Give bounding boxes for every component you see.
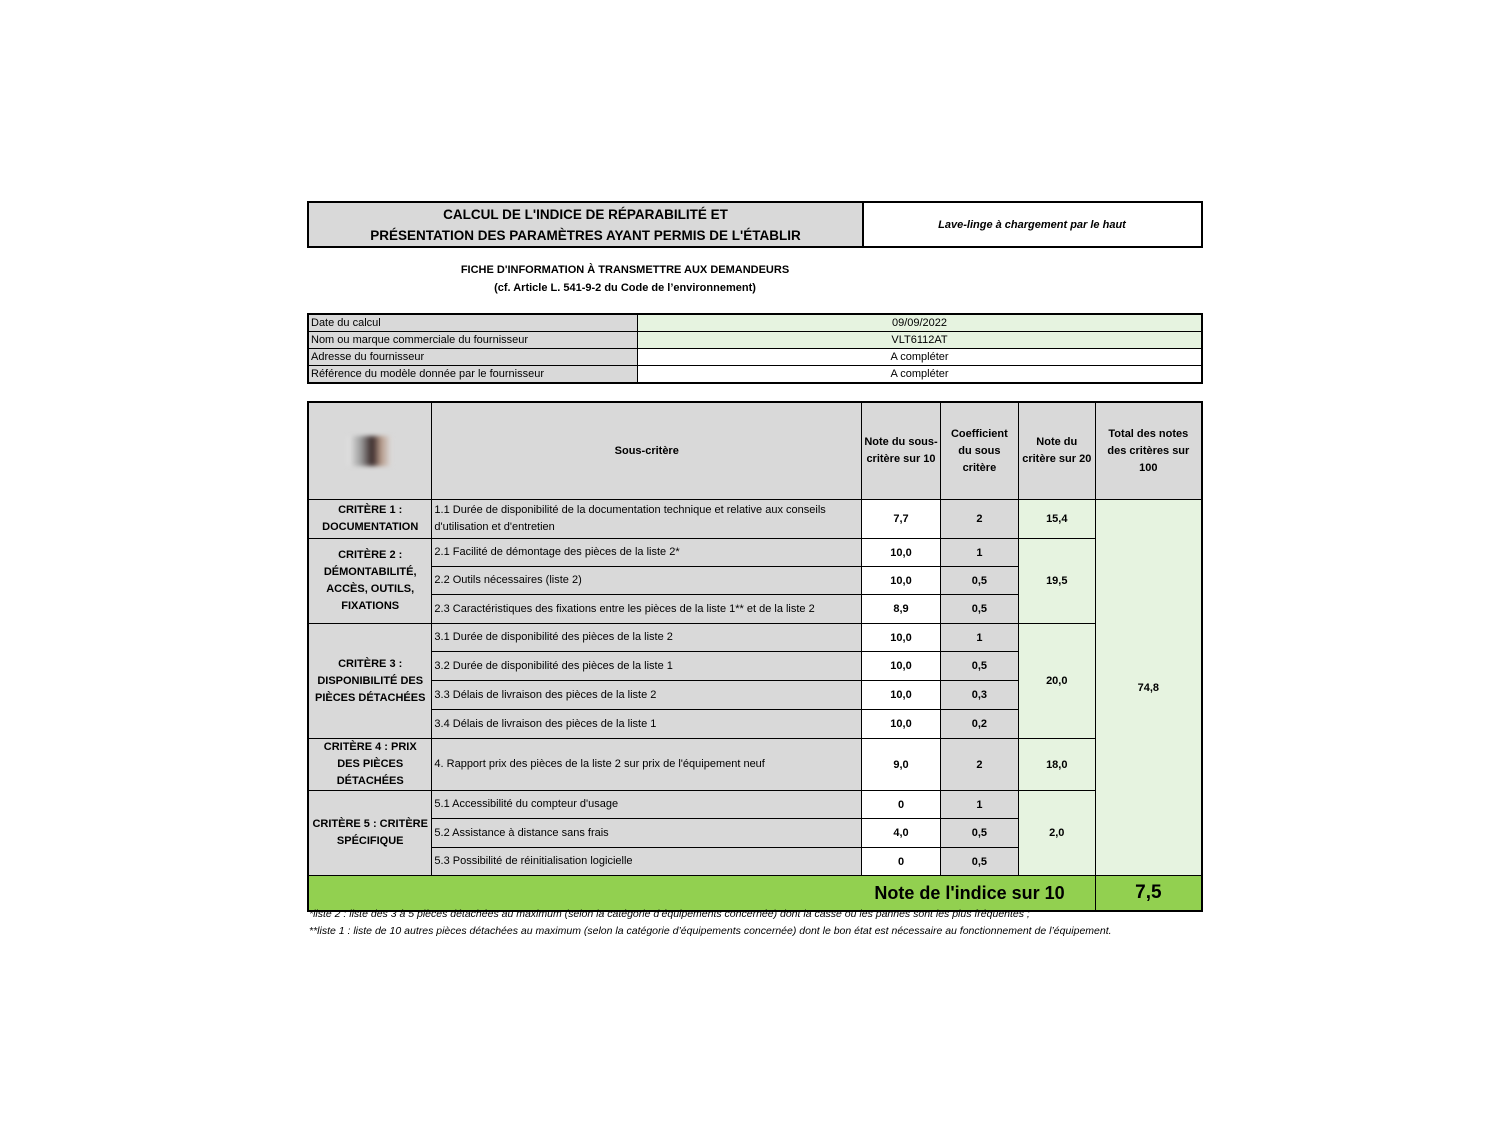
sub-note: 10,0	[862, 681, 941, 710]
sub-coef: 0,2	[940, 710, 1018, 739]
sub-coef: 2	[940, 500, 1018, 539]
sub-note: 10,0	[862, 567, 941, 595]
sub-coef: 0,5	[940, 652, 1018, 681]
info-row-date	[308, 314, 1202, 332]
sub-note: 10,0	[862, 652, 941, 681]
table-row	[308, 624, 1202, 652]
sub-note: 4,0	[862, 819, 941, 848]
criterion-4-note: 18,0	[1018, 739, 1095, 791]
footnote-liste-1: **liste 1 : liste de 10 autres pièces détachées au maximum (selon la catégorie d’équipements concernée) dont le bon état est nécessaire au fonctionnement de l’équipement.	[309, 925, 1112, 937]
info-row-reference	[308, 366, 1202, 384]
col-coef: Coefficient du sous critère	[940, 402, 1018, 500]
sub-note: 0	[862, 791, 941, 819]
fiche-line-2: (cf. Article L. 541-9-2 du Code de l’environnement)	[494, 282, 756, 294]
sub-criterion: 3.3 Délais de livraison des pièces de la liste 2	[432, 681, 862, 710]
sub-criterion: 3.4 Délais de livraison des pièces de la liste 1	[432, 710, 862, 739]
info-row-address	[308, 349, 1202, 366]
criterion-3-note: 20,0	[1018, 624, 1095, 739]
sub-coef: 2	[940, 739, 1018, 791]
footnote-liste-2: *liste 2 : liste des 3 à 5 pièces détachées au maximum (selon la catégorie d’équipements concernée) dont la casse ou les pannes sont les plus fréquentes ;	[309, 908, 1030, 920]
sub-criterion: 5.3 Possibilité de réinitialisation logicielle	[432, 848, 862, 876]
criterion-4: CRITÈRE 4 : PRIX DES PIÈCES DÉTACHÉES	[308, 739, 432, 791]
info-value: 09/09/2022	[638, 314, 1203, 332]
info-value: VLT6112AT	[638, 332, 1203, 349]
sub-note: 8,9	[862, 595, 941, 624]
sub-note: 10,0	[862, 539, 941, 567]
table-row	[308, 791, 1202, 819]
table-row	[308, 739, 1202, 791]
sub-coef: 0,5	[940, 819, 1018, 848]
info-table	[307, 313, 1203, 384]
col-sous-critere: Sous-critère	[432, 402, 862, 500]
critere-blurred-icon	[348, 436, 392, 466]
table-row	[308, 500, 1202, 539]
criterion-5: CRITÈRE 5 : CRITÈRE SPÉCIFIQUE	[308, 791, 432, 876]
sub-note: 7,7	[862, 500, 941, 539]
document-title	[307, 201, 864, 248]
criterion-1-note: 15,4	[1018, 500, 1095, 539]
info-value: A compléter	[638, 349, 1203, 366]
sub-coef: 1	[940, 791, 1018, 819]
score-table	[307, 401, 1203, 912]
sub-criterion: 2.3 Caractéristiques des fixations entre les pièces de la liste 1** et de la liste 2	[432, 595, 862, 624]
sub-coef: 0,5	[940, 567, 1018, 595]
criterion-2: CRITÈRE 2 : DÉMONTABILITÉ, ACCÈS, OUTILS, FIXATIONS	[308, 539, 432, 624]
sub-criterion: 3.1 Durée de disponibilité des pièces de la liste 2	[432, 624, 862, 652]
sub-criterion: 1.1 Durée de disponibilité de la documentation technique et relative aux conseils d'utilisation et d'entretien	[432, 500, 862, 539]
sub-coef: 0,5	[940, 848, 1018, 876]
col-note-critere: Note du critère sur 20	[1018, 402, 1095, 500]
col-total: Total des notes des critères sur 100	[1095, 402, 1202, 500]
col-critere	[308, 402, 432, 500]
info-label: Adresse du fournisseur	[308, 349, 638, 366]
fiche-line-1: FICHE D'INFORMATION À TRANSMETTRE AUX DEMANDEURS	[460, 264, 790, 276]
sub-criterion: 2.2 Outils nécessaires (liste 2)	[432, 567, 862, 595]
sub-criterion: 5.2 Assistance à distance sans frais	[432, 819, 862, 848]
sub-coef: 1	[940, 539, 1018, 567]
product-type: Lave-linge à chargement par le haut	[862, 201, 1203, 248]
sub-note: 9,0	[862, 739, 941, 791]
fiche-heading	[307, 261, 943, 297]
sub-coef: 0,5	[940, 595, 1018, 624]
criterion-5-note: 2,0	[1018, 791, 1095, 876]
info-value: A compléter	[638, 366, 1203, 384]
total-100: 74,8	[1095, 500, 1202, 876]
final-score: 7,5	[1095, 876, 1202, 912]
table-row	[308, 539, 1202, 567]
info-label: Référence du modèle donnée par le fournisseur	[308, 366, 638, 384]
sub-note: 10,0	[862, 710, 941, 739]
title-line-2: PRÉSENTATION DES PARAMÈTRES AYANT PERMIS DE L'ÉTABLIR	[370, 227, 801, 243]
sub-criterion: 5.1 Accessibilité du compteur d'usage	[432, 791, 862, 819]
sub-criterion: 2.1 Facilité de démontage des pièces de la liste 2*	[432, 539, 862, 567]
col-note-sous: Note du sous-critère sur 10	[862, 402, 941, 500]
sub-note: 10,0	[862, 624, 941, 652]
criterion-2-note: 19,5	[1018, 539, 1095, 624]
sub-note: 0	[862, 848, 941, 876]
sub-coef: 1	[940, 624, 1018, 652]
title-line-1: CALCUL DE L'INDICE DE RÉPARABILITÉ ET	[443, 206, 728, 222]
score-header-row	[308, 402, 1202, 500]
sub-coef: 0,3	[940, 681, 1018, 710]
criterion-3: CRITÈRE 3 : DISPONIBILITÉ DES PIÈCES DÉTACHÉES	[308, 624, 432, 739]
sub-criterion: 3.2 Durée de disponibilité des pièces de la liste 1	[432, 652, 862, 681]
criterion-1: CRITÈRE 1 : DOCUMENTATION	[308, 500, 432, 539]
info-label: Nom ou marque commerciale du fournisseur	[308, 332, 638, 349]
sub-criterion: 4. Rapport prix des pièces de la liste 2 sur prix de l'équipement neuf	[432, 739, 862, 791]
info-label: Date du calcul	[308, 314, 638, 332]
final-label: Note de l'indice sur 10	[308, 876, 1095, 912]
info-row-brand	[308, 332, 1202, 349]
footnotes	[309, 906, 1189, 940]
